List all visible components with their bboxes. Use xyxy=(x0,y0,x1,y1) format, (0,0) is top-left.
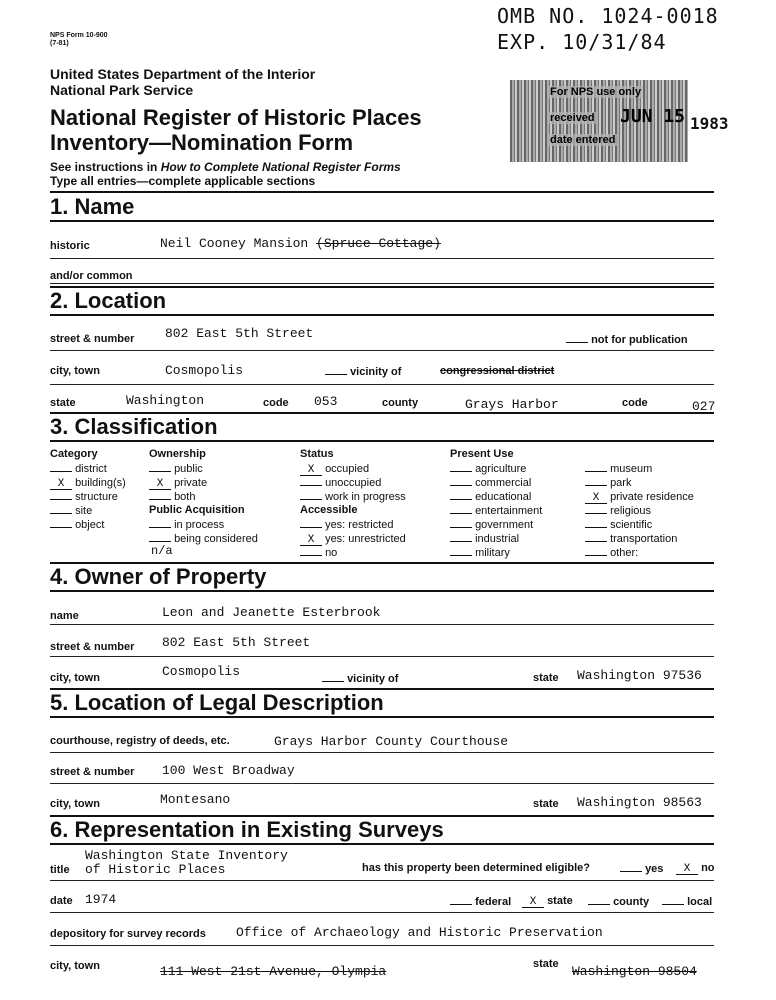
legal-street-label: street & number xyxy=(50,766,135,778)
eligible-question: has this property been determined eligible? xyxy=(362,862,590,874)
survey-title-line2[interactable]: of Historic Places xyxy=(85,862,226,877)
owner-vicinity: vicinity of xyxy=(322,672,398,685)
section-1-heading: 1. Name xyxy=(50,194,135,219)
section-2-heading: 2. Location xyxy=(50,288,167,313)
accessible-no[interactable]: no xyxy=(300,546,406,560)
ownership-heading: Ownership xyxy=(149,448,206,460)
status-heading: Status xyxy=(300,448,334,460)
received-date: JUN 15 xyxy=(620,106,686,127)
county-code-label: code xyxy=(622,397,648,409)
use-park[interactable]: park xyxy=(585,476,694,490)
state-label: state xyxy=(50,397,76,409)
congressional-district: congressional district xyxy=(440,365,555,377)
historic-name-value[interactable]: Neil Cooney Mansion (Spruce Cottage) xyxy=(160,236,441,251)
legal-city-label: city, town xyxy=(50,798,100,810)
code-label: code xyxy=(263,397,289,409)
category-district[interactable]: district xyxy=(50,462,126,476)
form-title-line1: National Register of Historic Places xyxy=(50,105,422,130)
street-value[interactable]: 802 East 5th Street xyxy=(165,326,314,341)
status-work-in-progress[interactable]: work in progress xyxy=(300,490,406,504)
use-military[interactable]: military xyxy=(450,546,542,560)
state-code-value[interactable]: 053 xyxy=(314,394,338,409)
present-use-list-2 xyxy=(585,462,694,560)
state-value[interactable]: Washington xyxy=(126,393,205,408)
present-use-list-1 xyxy=(450,462,542,560)
survey-date-value[interactable]: 1974 xyxy=(85,892,117,907)
accessible-unrestricted[interactable]: X yes: unrestricted xyxy=(300,532,406,546)
depository-state-value[interactable]: Washington 98504 xyxy=(572,964,697,979)
courthouse-label: courthouse, registry of deeds, etc. xyxy=(50,735,230,747)
depository-label: depository for survey records xyxy=(50,928,206,940)
survey-federal[interactable]: federal xyxy=(450,895,511,908)
form-number: NPS Form 10-900 xyxy=(50,32,108,39)
stamp-received-label: received xyxy=(550,112,595,124)
owner-state-value[interactable]: Washington 97536 xyxy=(577,668,702,683)
owner-city-value[interactable]: Cosmopolis xyxy=(162,664,241,679)
category-structure[interactable]: structure xyxy=(50,490,126,504)
use-government[interactable]: government xyxy=(450,518,542,532)
common-name-label: and/or common xyxy=(50,270,133,282)
ownership-public[interactable]: public xyxy=(149,462,207,476)
category-list xyxy=(50,462,126,532)
owner-name-label: name xyxy=(50,610,79,622)
owner-city-label: city, town xyxy=(50,672,100,684)
owner-street-value[interactable]: 802 East 5th Street xyxy=(162,635,311,650)
survey-title-line1[interactable]: Washington State Inventory xyxy=(85,848,288,863)
depository-city-label: city, town xyxy=(50,960,100,972)
legal-city-value[interactable]: Montesano xyxy=(160,792,231,807)
ownership-private[interactable]: X private xyxy=(149,476,207,490)
use-industrial[interactable]: industrial xyxy=(450,532,542,546)
survey-local[interactable]: local xyxy=(662,895,712,908)
depository-state-label: state xyxy=(533,958,559,970)
accessible-heading: Accessible xyxy=(300,504,358,516)
stamp-heading: For NPS use only xyxy=(550,86,642,98)
instructions-line2: Type all entries—complete applicable sections xyxy=(50,174,316,188)
vicinity-of: vicinity of xyxy=(325,365,401,378)
county-label: county xyxy=(382,397,419,409)
use-museum[interactable]: museum xyxy=(585,462,694,476)
survey-county[interactable]: county xyxy=(588,895,649,908)
form-revision: (7-81) xyxy=(50,40,69,47)
legal-state-label: state xyxy=(533,798,559,810)
status-occupied[interactable]: X occupied xyxy=(300,462,406,476)
eligible-yes[interactable]: yes xyxy=(620,862,663,875)
acquisition-being-considered[interactable]: being considered xyxy=(149,532,258,546)
acquisition-heading: Public Acquisition xyxy=(149,504,245,516)
street-label: street & number xyxy=(50,333,135,345)
category-site[interactable]: site xyxy=(50,504,126,518)
acquisition-in-process[interactable]: in process xyxy=(149,518,258,532)
status-unoccupied[interactable]: unoccupied xyxy=(300,476,406,490)
depository-value[interactable]: Office of Archaeology and Historic Preservation xyxy=(236,925,603,940)
city-value[interactable]: Cosmopolis xyxy=(165,363,244,378)
omb-number: OMB NO. 1024-0018 xyxy=(497,4,719,28)
eligible-no[interactable]: X no xyxy=(676,862,715,875)
use-other[interactable]: other: xyxy=(585,546,694,560)
survey-state[interactable]: X state xyxy=(522,895,573,908)
accessible-list xyxy=(300,518,406,560)
status-list xyxy=(300,462,406,504)
category-buildings[interactable]: X building(s) xyxy=(50,476,126,490)
legal-street-value[interactable]: 100 West Broadway xyxy=(162,763,295,778)
owner-street-label: street & number xyxy=(50,641,135,653)
category-heading: Category xyxy=(50,448,98,460)
historic-label: historic xyxy=(50,240,90,252)
legal-state-value[interactable]: Washington 98563 xyxy=(577,795,702,810)
nps-use-only-stamp xyxy=(510,80,688,162)
ownership-list xyxy=(149,462,207,504)
owner-name-value[interactable]: Leon and Jeanette Esterbrook xyxy=(162,605,381,620)
present-use-heading: Present Use xyxy=(450,448,514,460)
section-5-heading: 5. Location of Legal Description xyxy=(50,690,384,715)
survey-date-label: date xyxy=(50,895,73,907)
acquisition-value[interactable]: n/a xyxy=(151,544,173,558)
expiration-date: EXP. 10/31/84 xyxy=(497,30,667,54)
stamp-date-entered-label: date entered xyxy=(550,134,616,146)
not-for-publication[interactable]: not for publication xyxy=(566,333,688,346)
city-label: city, town xyxy=(50,365,100,377)
owner-state-label: state xyxy=(533,672,559,684)
instructions-line1: See instructions in How to Complete National Register Forms xyxy=(50,160,401,174)
use-commercial[interactable]: commercial xyxy=(450,476,542,490)
courthouse-value[interactable]: Grays Harbor County Courthouse xyxy=(274,734,509,749)
county-code-value[interactable]: 027 xyxy=(692,399,716,414)
category-object[interactable]: object xyxy=(50,518,126,532)
use-entertainment[interactable]: entertainment xyxy=(450,504,542,518)
use-scientific[interactable]: scientific xyxy=(585,518,694,532)
county-value[interactable]: Grays Harbor xyxy=(465,397,559,412)
section-3-heading: 3. Classification xyxy=(50,414,218,439)
use-private-residence[interactable]: X private residence xyxy=(585,490,694,504)
use-educational[interactable]: educational xyxy=(450,490,542,504)
use-religious[interactable]: religious xyxy=(585,504,694,518)
use-transportation[interactable]: transportation xyxy=(585,532,694,546)
form-title-line2: Inventory—Nomination Form xyxy=(50,130,354,155)
use-agriculture[interactable]: agriculture xyxy=(450,462,542,476)
department-name: United States Department of the Interior xyxy=(50,66,316,82)
survey-title-label: title xyxy=(50,864,70,876)
service-name: National Park Service xyxy=(50,82,194,98)
section-4-heading: 4. Owner of Property xyxy=(50,564,267,589)
accessible-restricted[interactable]: yes: restricted xyxy=(300,518,406,532)
ownership-both[interactable]: both xyxy=(149,490,207,504)
section-6-heading: 6. Representation in Existing Surveys xyxy=(50,817,444,842)
depository-city-value[interactable]: 111 West 21st Avenue, Olympia xyxy=(160,964,387,979)
acquisition-list xyxy=(149,518,258,546)
received-year: 1983 xyxy=(690,114,729,133)
